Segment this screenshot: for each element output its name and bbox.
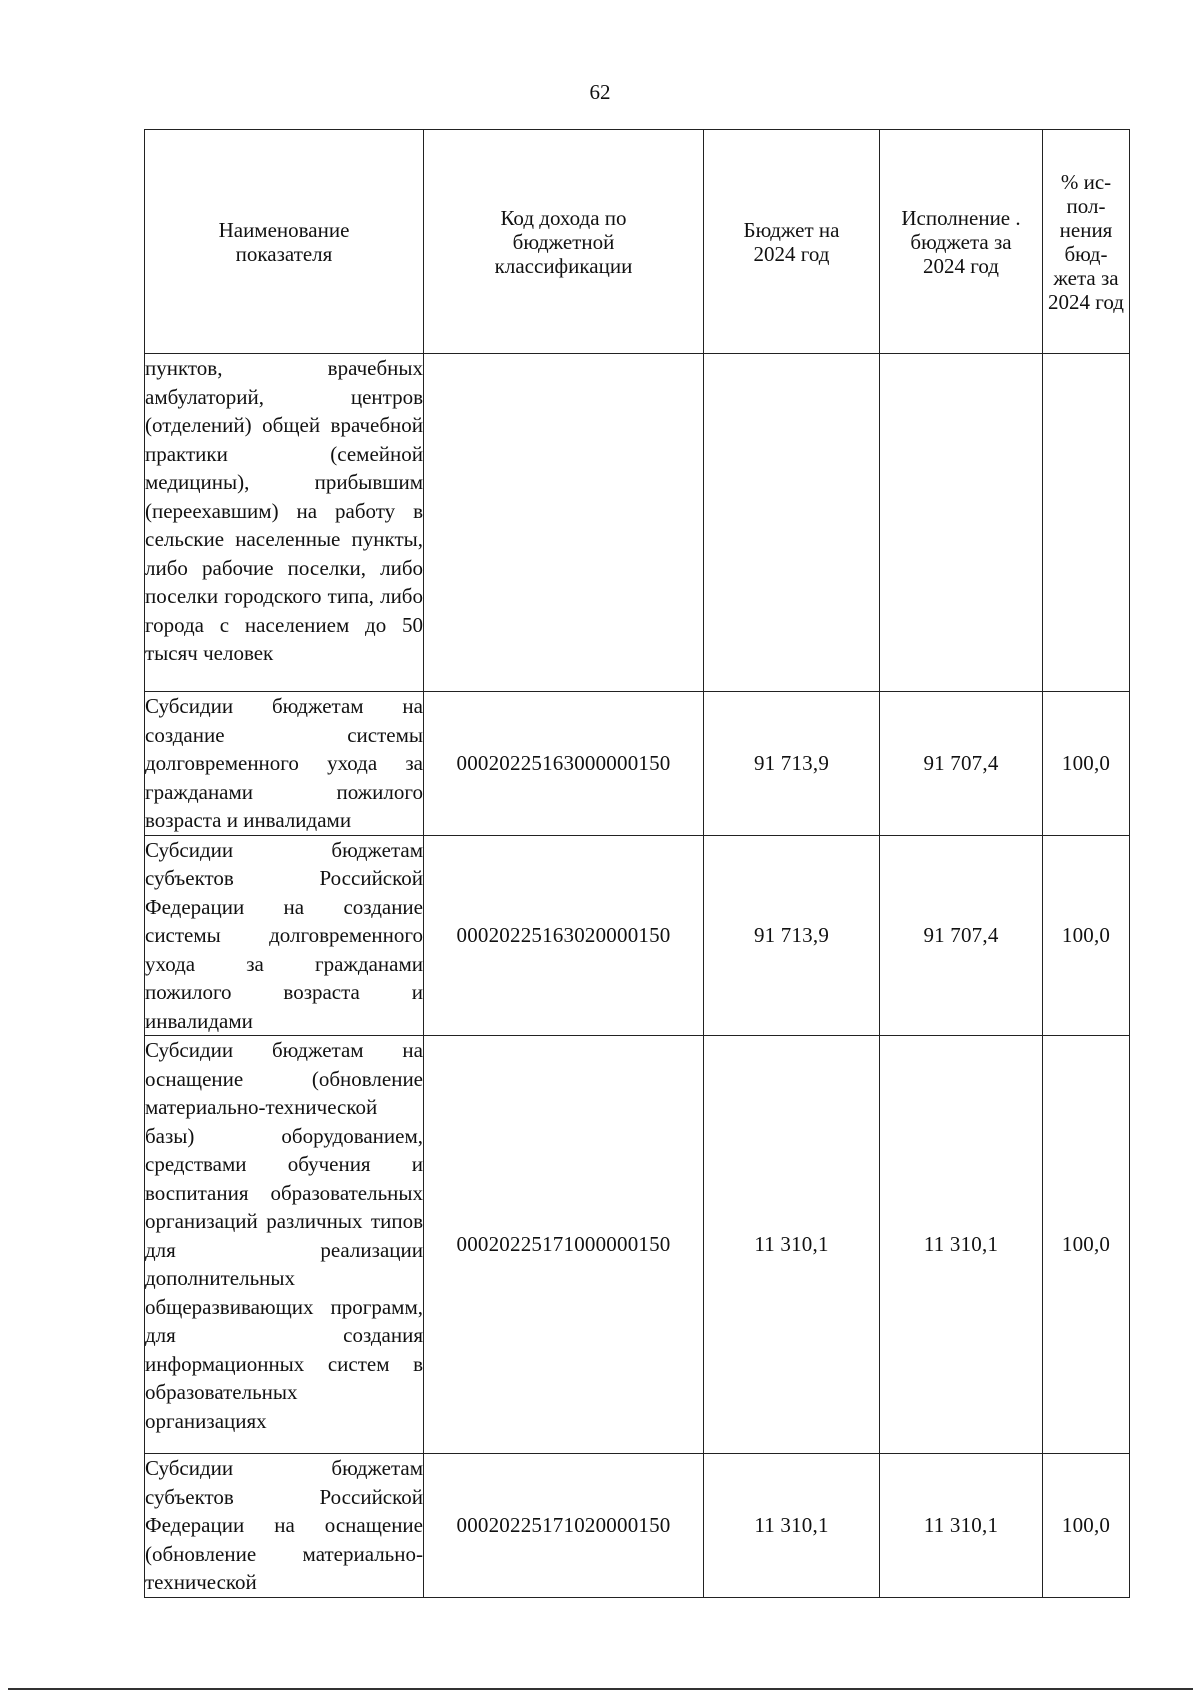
table-row [145,1036,1130,1454]
cell-name: Субсидии бюджетам на создание системы долговременного ухода за гражданами пожилого возраста и инвалидами [145,692,424,836]
header-execution: Исполнение . бюджета за 2024 год [880,130,1043,354]
header-code: Код дохода по бюджетной классификации [424,130,704,354]
cell-code: 00020225171000000150 [424,1036,704,1454]
cell-budget: 11 310,1 [704,1454,880,1598]
cell-name: пунктов, врачебных амбулаторий, центров (отделений) общей врачебной практики (семейной медицины), прибывшим (переехавшим) на работу в сельские населенные пункты, либо рабочие поселки, либо поселки городского типа, либо города с населением до 50 тысяч человек [145,354,424,692]
table-header-row [145,130,1130,354]
page-number: 62 [589,80,611,104]
cell-name: Субсидии бюджетам на оснащение (обновление материально-технической базы) оборудованием, средствами обучения и воспитания образовательных организаций различных типов для реализации дополнительных общеразвивающих программ, для создания информационных систем в образовательных организациях [145,1036,424,1454]
header-percent: % ис- пол- нения бюд- жета за 2024 год [1043,130,1130,354]
cell-execution: 11 310,1 [880,1454,1043,1598]
cell-code [424,354,704,692]
table-row [145,1454,1130,1598]
cell-budget: 11 310,1 [704,1036,880,1454]
budget-table [144,129,1130,1598]
footer-rule [8,1688,1193,1690]
cell-code: 00020225163000000150 [424,692,704,836]
table-row [145,835,1130,1036]
header-name: Наименование показателя [145,130,424,354]
cell-code: 00020225171020000150 [424,1454,704,1598]
header-budget: Бюджет на 2024 год [704,130,880,354]
cell-percent: 100,0 [1043,692,1130,836]
table-row [145,692,1130,836]
cell-percent: 100,0 [1043,1036,1130,1454]
cell-percent [1043,354,1130,692]
cell-code: 00020225163020000150 [424,835,704,1036]
cell-budget: 91 713,9 [704,835,880,1036]
cell-percent: 100,0 [1043,1454,1130,1598]
cell-execution: 11 310,1 [880,1036,1043,1454]
cell-budget [704,354,880,692]
table-row [145,354,1130,692]
cell-name: Субсидии бюджетам субъектов Российской Федерации на создание системы долговременного ухода за гражданами пожилого возраста и инвалидами [145,835,424,1036]
cell-budget: 91 713,9 [704,692,880,836]
cell-percent: 100,0 [1043,835,1130,1036]
cell-name: Субсидии бюджетам субъектов Российской Федерации на оснащение (обновление материально-технической [145,1454,424,1598]
cell-execution [880,354,1043,692]
cell-execution: 91 707,4 [880,835,1043,1036]
cell-execution: 91 707,4 [880,692,1043,836]
